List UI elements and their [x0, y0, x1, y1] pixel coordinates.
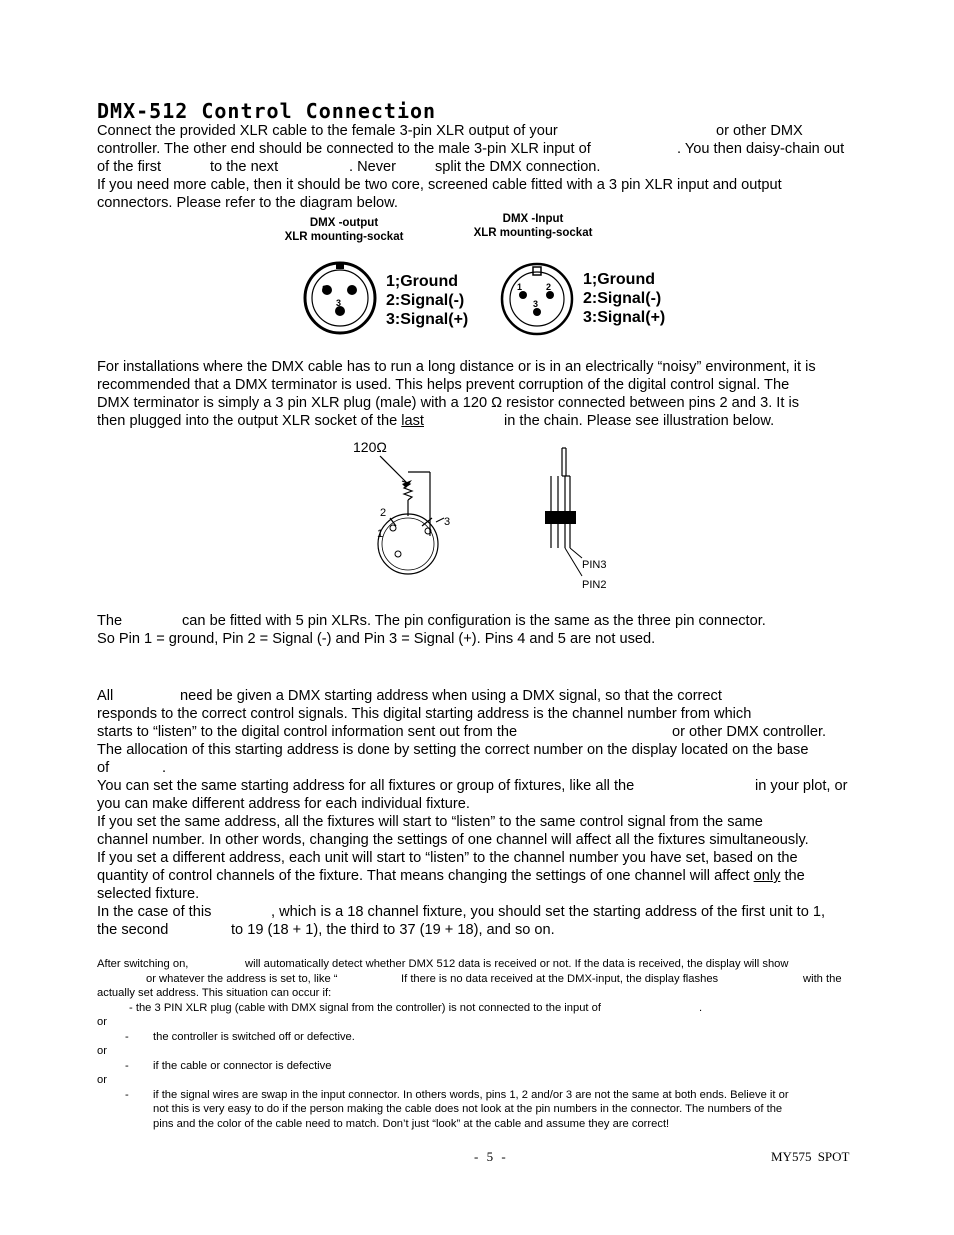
text-line: In the case of this	[97, 904, 212, 920]
text-line: in the chain. Please see illustration below.	[504, 413, 775, 429]
bullet-dash: -	[125, 1030, 129, 1043]
pin-legend-signal-minus: 2:Signal(-)	[386, 292, 465, 309]
text-line: responds to the correct control signals. This digital starting address is the channel number from which	[97, 706, 752, 722]
text-line: recommended that a DMX terminator is used. This helps prevent corruption of the digital control signal. The	[97, 377, 790, 393]
text-line: the second	[97, 922, 169, 938]
pin-number: 3	[336, 298, 342, 308]
terminator-pin-1: 1	[377, 528, 384, 540]
caption-line: DMX -Input	[502, 213, 564, 225]
text-line: If there is no data received at the DMX-input, the display flashes	[401, 972, 719, 985]
text-line: . You then daisy-chain out	[677, 141, 845, 157]
xlr-output-socket-icon	[300, 258, 380, 338]
bullet-dash: -	[125, 1059, 129, 1072]
pin-legend-signal-minus: 2:Signal(-)	[583, 290, 662, 307]
terminator-pin-2: 2	[380, 507, 387, 519]
bullet-cable-defective: if the cable or connector is defective	[153, 1059, 332, 1072]
text-line: of the first	[97, 159, 162, 175]
caption-line: XLR mounting-sockat	[284, 231, 404, 243]
pin-legend-signal-plus: 3:Signal(+)	[386, 311, 469, 328]
text-line: For installations where the DMX cable has to run a long distance or is in an electrically “noisy” environment, it is	[97, 359, 816, 375]
dmx-terminator-diagram	[340, 436, 640, 596]
caption-line: DMX -output	[309, 217, 379, 229]
emphasis-only: only	[753, 868, 781, 884]
output-socket-caption	[272, 216, 416, 244]
text-line: actually set address. This situation can occur if:	[97, 987, 332, 999]
para-dmx-address	[97, 687, 859, 939]
page-number: - 5 -	[474, 1149, 506, 1164]
text-line: you can make different address for each individual fixture.	[97, 796, 470, 812]
para-terminator	[97, 358, 859, 430]
text-line: Connect the provided XLR cable to the female 3-pin XLR output of your	[97, 123, 558, 139]
text-line: to 19 (18 + 1), the third to 37 (19 + 18), and so on.	[231, 922, 555, 938]
caption-line: XLR mounting-sockat	[473, 227, 593, 239]
bullet-dash: -	[125, 1088, 129, 1101]
text-line: controller. The other end should be connected to the male 3-pin XLR input of	[97, 141, 591, 157]
text-line: or other DMX	[716, 123, 803, 139]
input-pin-legend	[583, 270, 665, 327]
bullet-not-connected: - the 3 PIN XLR plug (cable with DMX signal from the controller) is not connected to the input of	[129, 1001, 601, 1014]
text-line: channel number. In other words, changing the settings of one channel will affect all the fixtures simultaneously.	[97, 832, 809, 848]
text-line: .	[162, 760, 167, 776]
terminator-pin-3: 3	[444, 516, 451, 528]
text-line: in your plot, or	[755, 778, 848, 794]
text-line: or whatever the address is set to, like “	[146, 972, 338, 985]
text-line: to the next	[210, 159, 279, 175]
text-line: selected fixture.	[97, 886, 200, 902]
input-socket-caption	[463, 212, 603, 240]
para-5pin-xlr	[97, 612, 859, 648]
text-line: All	[97, 688, 114, 704]
pin-number: 3	[533, 299, 539, 309]
text-line: DMX terminator is simply a 3 pin XLR plug (male) with a 120 Ω resistor connected between pins 2 and 3. It is	[97, 395, 800, 411]
resistor-label: 120Ω	[353, 439, 387, 455]
para-cable-connection	[97, 122, 859, 212]
pin-number: 1	[517, 282, 523, 292]
text-line: You can set the same starting address for all fixtures or group of fixtures, like all the	[97, 778, 635, 794]
text-line: If you need more cable, then it should be two core, screened cable fitted with a 3 pin XLR input and output	[97, 177, 782, 193]
notes-dmx-detection	[97, 957, 859, 1131]
text-line: . Never	[349, 159, 397, 175]
text-line: After switching on,	[97, 958, 189, 970]
text-line: connectors. Please refer to the diagram below.	[97, 195, 398, 211]
or-separator: or	[97, 1074, 107, 1086]
text-line: The allocation of this starting address is done by setting the correct number on the display located on the base	[97, 742, 809, 758]
text-line: need be given a DMX starting address when using a DMX signal, so that the correct	[180, 688, 722, 704]
text-line: pins and the color of the cable need to match. Don’t just “look” at the cable and assume they are correct!	[153, 1117, 670, 1130]
pin2-label: PIN2	[582, 579, 607, 591]
pin3-label: PIN3	[582, 559, 607, 571]
pin-number: 2	[322, 284, 328, 294]
text-line: not this is very easy to do if the person making the cable does not look at the pin numbers in the connector. The numbers of the	[153, 1103, 783, 1115]
pin-number: 1	[348, 284, 354, 294]
or-separator: or	[97, 1016, 107, 1028]
model-name: MY575 SPOT	[771, 1149, 850, 1164]
section-title: DMX-512 Control Connection	[97, 99, 437, 123]
text-line: the	[784, 868, 805, 884]
text-line: if the signal wires are swap in the input connector. In others words, pins 1, 2 and/or 3 are not the same at both ends. Believe it or	[153, 1088, 789, 1101]
text-line: of	[97, 760, 110, 776]
text-line: split the DMX connection.	[435, 159, 601, 175]
pin-legend-ground: 1;Ground	[386, 273, 458, 290]
text-line: can be fitted with 5 pin XLRs. The pin configuration is the same as the three pin connector.	[182, 613, 766, 629]
text-line: If you set a different address, each unit will start to “listen” to the channel number you have set, based on the	[97, 850, 798, 866]
or-separator: or	[97, 1045, 107, 1057]
text-line: So Pin 1 = ground, Pin 2 = Signal (-) and Pin 3 = Signal (+). Pins 4 and 5 are not used.	[97, 631, 656, 647]
text-line: If you set the same address, all the fixtures will start to “listen” to the same control signal from the same	[97, 814, 763, 830]
text-line: .	[699, 1001, 703, 1014]
xlr-input-socket-icon	[497, 259, 577, 339]
pin-legend-ground: 1;Ground	[583, 271, 655, 288]
output-pin-legend	[386, 272, 468, 329]
emphasis-last: last	[401, 413, 424, 429]
text-line: then plugged into the output XLR socket of the	[97, 413, 398, 429]
pin-legend-signal-plus: 3:Signal(+)	[583, 309, 666, 326]
bullet-wires-swapped	[153, 1088, 863, 1132]
text-line: will automatically detect whether DMX 512 data is received or not. If the data is received, the display will show	[245, 958, 789, 970]
text-line: The	[97, 613, 123, 629]
text-line: starts to “listen” to the digital control information sent out from the	[97, 724, 518, 740]
text-line: , which is a 18 channel fixture, you should set the starting address of the first unit to 1,	[271, 904, 826, 920]
text-line: or other DMX controller.	[672, 724, 827, 740]
pin-number: 2	[546, 282, 552, 292]
text-line: quantity of control channels of the fixture. That means changing the settings of one channel will affect	[97, 868, 750, 884]
bullet-controller-off: the controller is switched off or defective.	[153, 1030, 355, 1043]
text-line: with the	[803, 972, 842, 985]
